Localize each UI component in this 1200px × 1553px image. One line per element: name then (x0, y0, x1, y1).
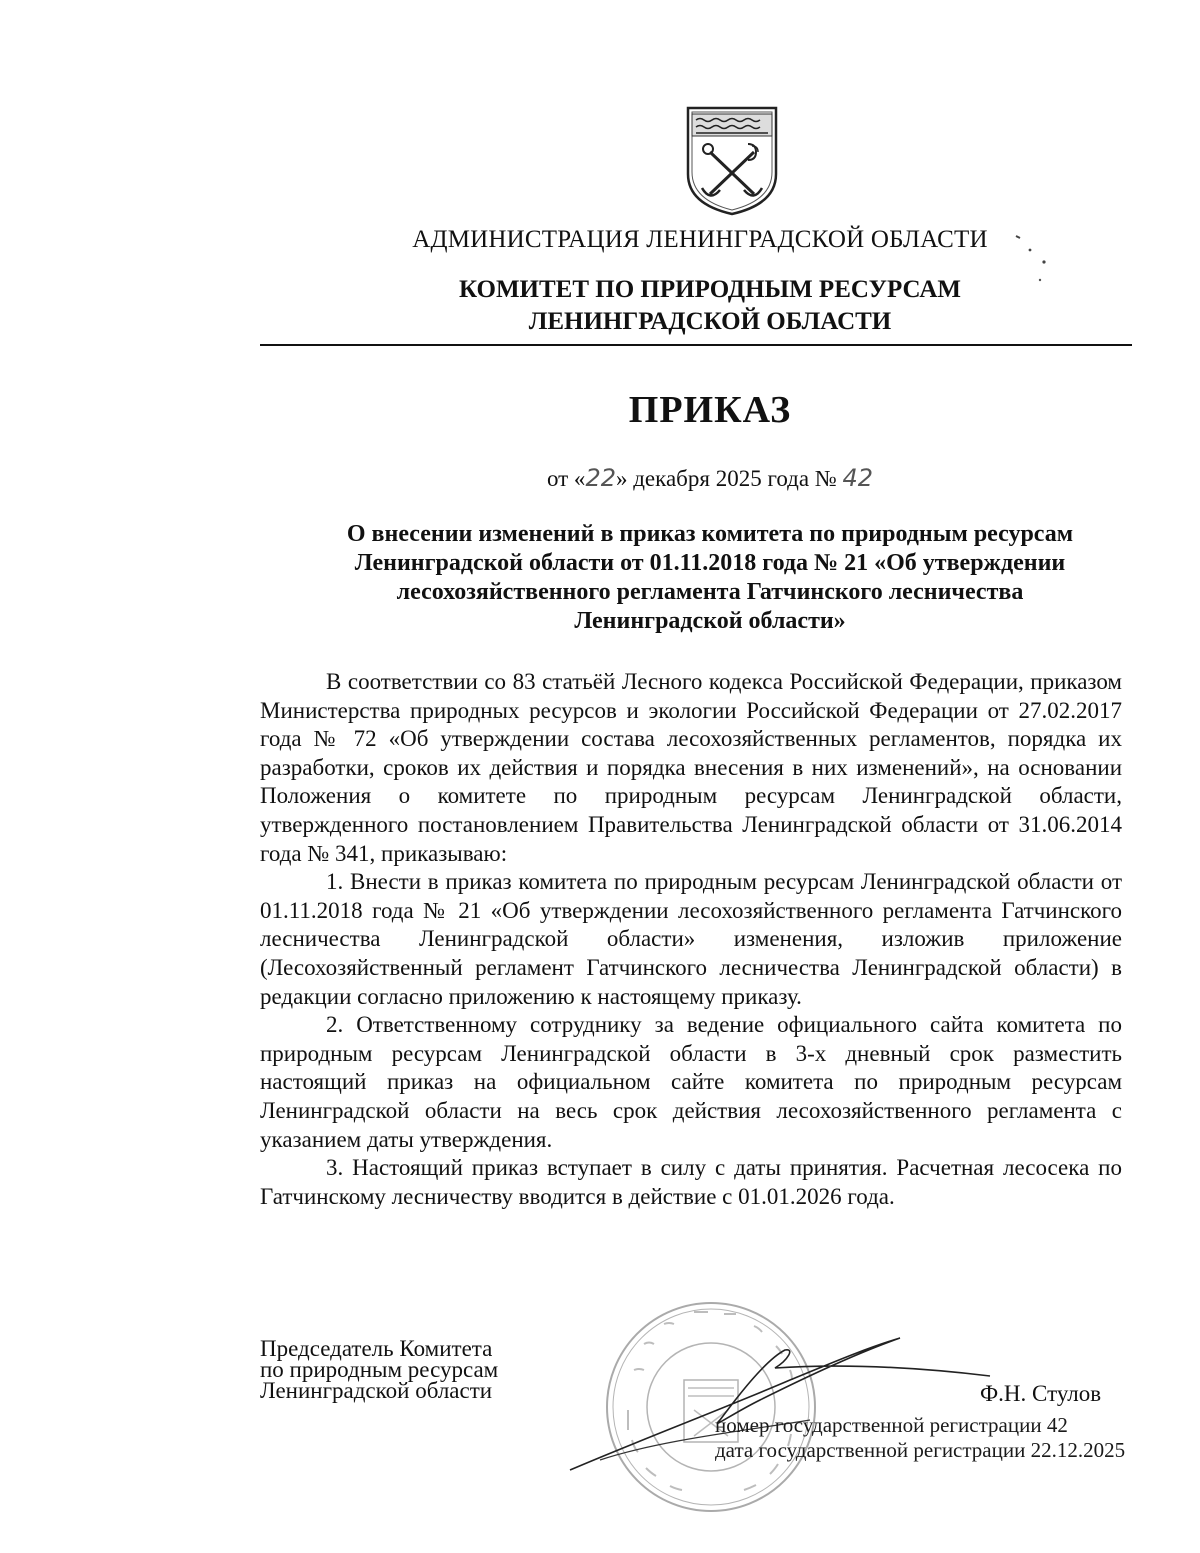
registration-info (715, 1413, 1125, 1463)
signatory-title-line-2: по природным ресурсам (260, 1357, 499, 1382)
committee-name-line-1: КОМИТЕТ ПО ПРИРОДНЫМ РЕСУРСАМ (459, 276, 961, 303)
order-subject (270, 520, 1150, 636)
administration-name: АДМИНИСТРАЦИЯ ЛЕНИНГРАДСКОЙ ОБЛАСТИ (412, 226, 988, 253)
committee-name (300, 274, 1120, 338)
signatory-name: Ф.Н. Стулов (980, 1381, 1102, 1406)
registration-number: номер государственной регистрации 42 (715, 1413, 1068, 1437)
preamble-paragraph: В соответствии со 83 статьёй Лесного кодекса Российской Федерации, приказом Министерства природных ресурсов и экологии Российской Федерации от 27.02.2017 года № 72 «Об утверждении состава лесохозяйственных регламентов, порядка их разработки, сроков их действия и порядка внесения в них изменений», на основании Положения о комитете по природным ресурсам Ленинградской области, утвержденного постановлением Правительства Ленинградской области от 31.06.2014 года № 341, приказываю: (260, 669, 1122, 866)
signatory-title-line-1: Председатель Комитета (260, 1336, 493, 1361)
committee-name-line-2: ЛЕНИНГРАДСКОЙ ОБЛАСТИ (528, 308, 892, 335)
order-number: 42 (842, 464, 874, 492)
order-date-line (300, 464, 1120, 492)
order-body (260, 668, 1122, 1211)
order-item-3: 3. Настоящий приказ вступает в силу с даты принятия. Расчетная лесосека по Гатчинскому лесничеству вводится в действие с 01.01.2026 года. (260, 1155, 1122, 1209)
header-divider (260, 344, 1132, 346)
order-item-1: 1. Внести в приказ комитета по природным ресурсам Ленинградской области от 01.11.2018 года № 21 «Об утверждении лесохозяйственного регламента Гатчинского лесничества Ленинградской области» изменения, изложив приложение (Лесохозяйственный регламент Гатчинского лесничества Ленинградской области) в редакции согласно приложению к настоящему приказу. (260, 869, 1122, 1009)
subject-line-4: Ленинградской области» (574, 608, 846, 634)
date-day: 22 (585, 464, 616, 492)
date-prefix: от « (546, 466, 586, 491)
coat-of-arms-icon (682, 104, 782, 218)
subject-line-3: лесохозяйственного регламента Гатчинского лесничества (396, 579, 1024, 605)
subject-line-1: О внесении изменений в приказ комитета по природным ресурсам (346, 521, 1074, 547)
order-item-2: 2. Ответственному сотруднику за ведение официального сайта комитета по природным ресурсам Ленинградской области в 3-х дневный срок разместить настоящий приказ на официальном сайте комитета по природным ресурсам Ленинградской области на весь срок действия лесохозяйственного регламента с указанием даты утверждения. (260, 1012, 1122, 1152)
subject-line-2: Ленинградской области от 01.11.2018 года № 21 «Об утверждении (354, 550, 1066, 576)
signatory-title-line-3: Ленинградской области (260, 1378, 493, 1403)
registration-date: дата государственной регистрации 22.12.2025 (715, 1438, 1126, 1462)
document-title: ПРИКАЗ (628, 389, 792, 431)
signatory-title (260, 1338, 560, 1401)
date-middle: » декабря 2025 года № (615, 466, 843, 491)
